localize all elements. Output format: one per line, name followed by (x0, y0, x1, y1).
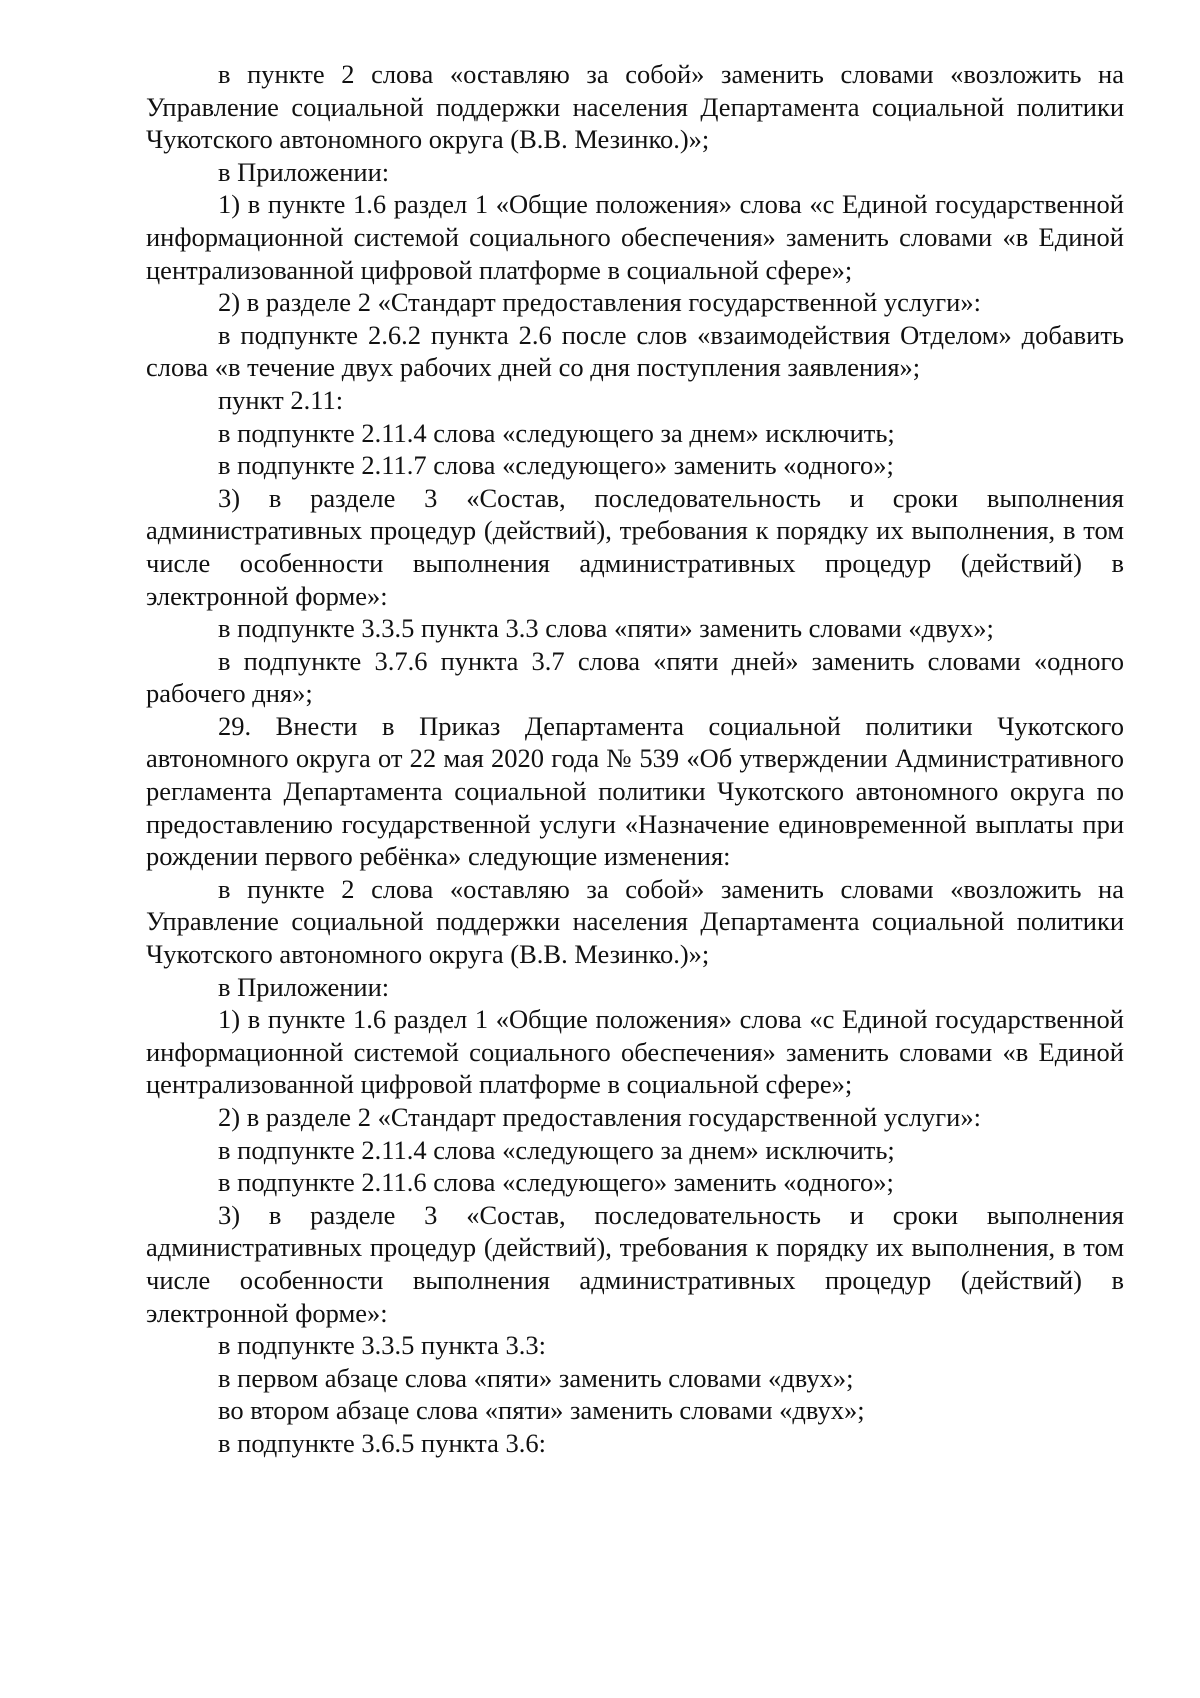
paragraph: в Приложении: (218, 156, 390, 187)
paragraph: в подпункте 2.11.7 слова «следующего» заменить «одного»; (218, 450, 894, 481)
paragraph: в подпункте 3.3.5 пункта 3.3 слова «пяти» заменить словами «двух»; (218, 613, 994, 644)
paragraph: 2) в разделе 2 «Стандарт предоставления государственной услуги»: (218, 287, 981, 318)
paragraph: в пункте 2 слова «оставляю за собой» заменить словами «возложить на Управление социальной поддержки населения Департамента социальной политики Чукотского автономного округа (В.В. Мезинко.)»; (146, 873, 1124, 970)
paragraph: в подпункте 2.6.2 пункта 2.6 после слов «взаимодействия Отделом» добавить слова «в течение двух рабочих дней со дня поступления заявления»; (146, 319, 1124, 383)
paragraph: 1) в пункте 1.6 раздел 1 «Общие положения» слова «с Единой государственной информационной системой социального обеспечения» заменить словами «в Единой централизованной цифровой платформе в социальной сфере»; (146, 1004, 1124, 1100)
paragraph: во втором абзаце слова «пяти» заменить словами «двух»; (218, 1395, 865, 1426)
paragraph: в пункте 2 слова «оставляю за собой» заменить словами «возложить на Управление социальной поддержки населения Департамента социальной политики Чукотского автономного округа (В.В. Мезинко.)»; (146, 59, 1124, 155)
paragraph: 3) в разделе 3 «Состав, последовательность и сроки выполнения административных процедур (действий), требования к порядку их выполнения, в том числе особенности выполнения административных процедур (действий) в электронной форме»: (146, 1199, 1124, 1328)
paragraph: в первом абзаце слова «пяти» заменить словами «двух»; (218, 1362, 854, 1393)
paragraph: пункт 2.11: (218, 384, 344, 415)
paragraph: в подпункте 2.11.4 слова «следующего за днем» исключить; (218, 1134, 895, 1165)
paragraph: в подпункте 2.11.6 слова «следующего» заменить «одного»; (218, 1167, 894, 1198)
paragraph: 1) в пункте 1.6 раздел 1 «Общие положения» слова «с Единой государственной информационной системой социального обеспечения» заменить словами «в Единой централизованной цифровой платформе в социальной сфере»; (146, 189, 1124, 285)
paragraph: в подпункте 3.3.5 пункта 3.3: (218, 1330, 546, 1361)
paragraph: в подпункте 2.11.4 слова «следующего за днем» исключить; (218, 417, 895, 448)
paragraph: в подпункте 3.7.6 пункта 3.7 слова «пяти дней» заменить словами «одного рабочего дня»; (146, 645, 1124, 709)
paragraph: в Приложении: (218, 971, 390, 1002)
paragraph: в подпункте 3.6.5 пункта 3.6: (218, 1427, 546, 1458)
paragraph: 3) в разделе 3 «Состав, последовательность и сроки выполнения административных процедур (действий), требования к порядку их выполнения, в том числе особенности выполнения административных процедур (действий) в электронной форме»: (146, 482, 1124, 611)
paragraph: 29. Внести в Приказ Департамента социальной политики Чукотского автономного округа от 22 мая 2020 года № 539 «Об утверждении Административного регламента Департамента социальной политики Чукотского автономного округа по предоставлению государственной услуги «Назначение единовременной выплаты при рождении первого ребёнка» следующие изменения: (146, 710, 1124, 872)
paragraph: 2) в разделе 2 «Стандарт предоставления государственной услуги»: (218, 1102, 981, 1132)
document-page (146, 58, 1124, 1460)
